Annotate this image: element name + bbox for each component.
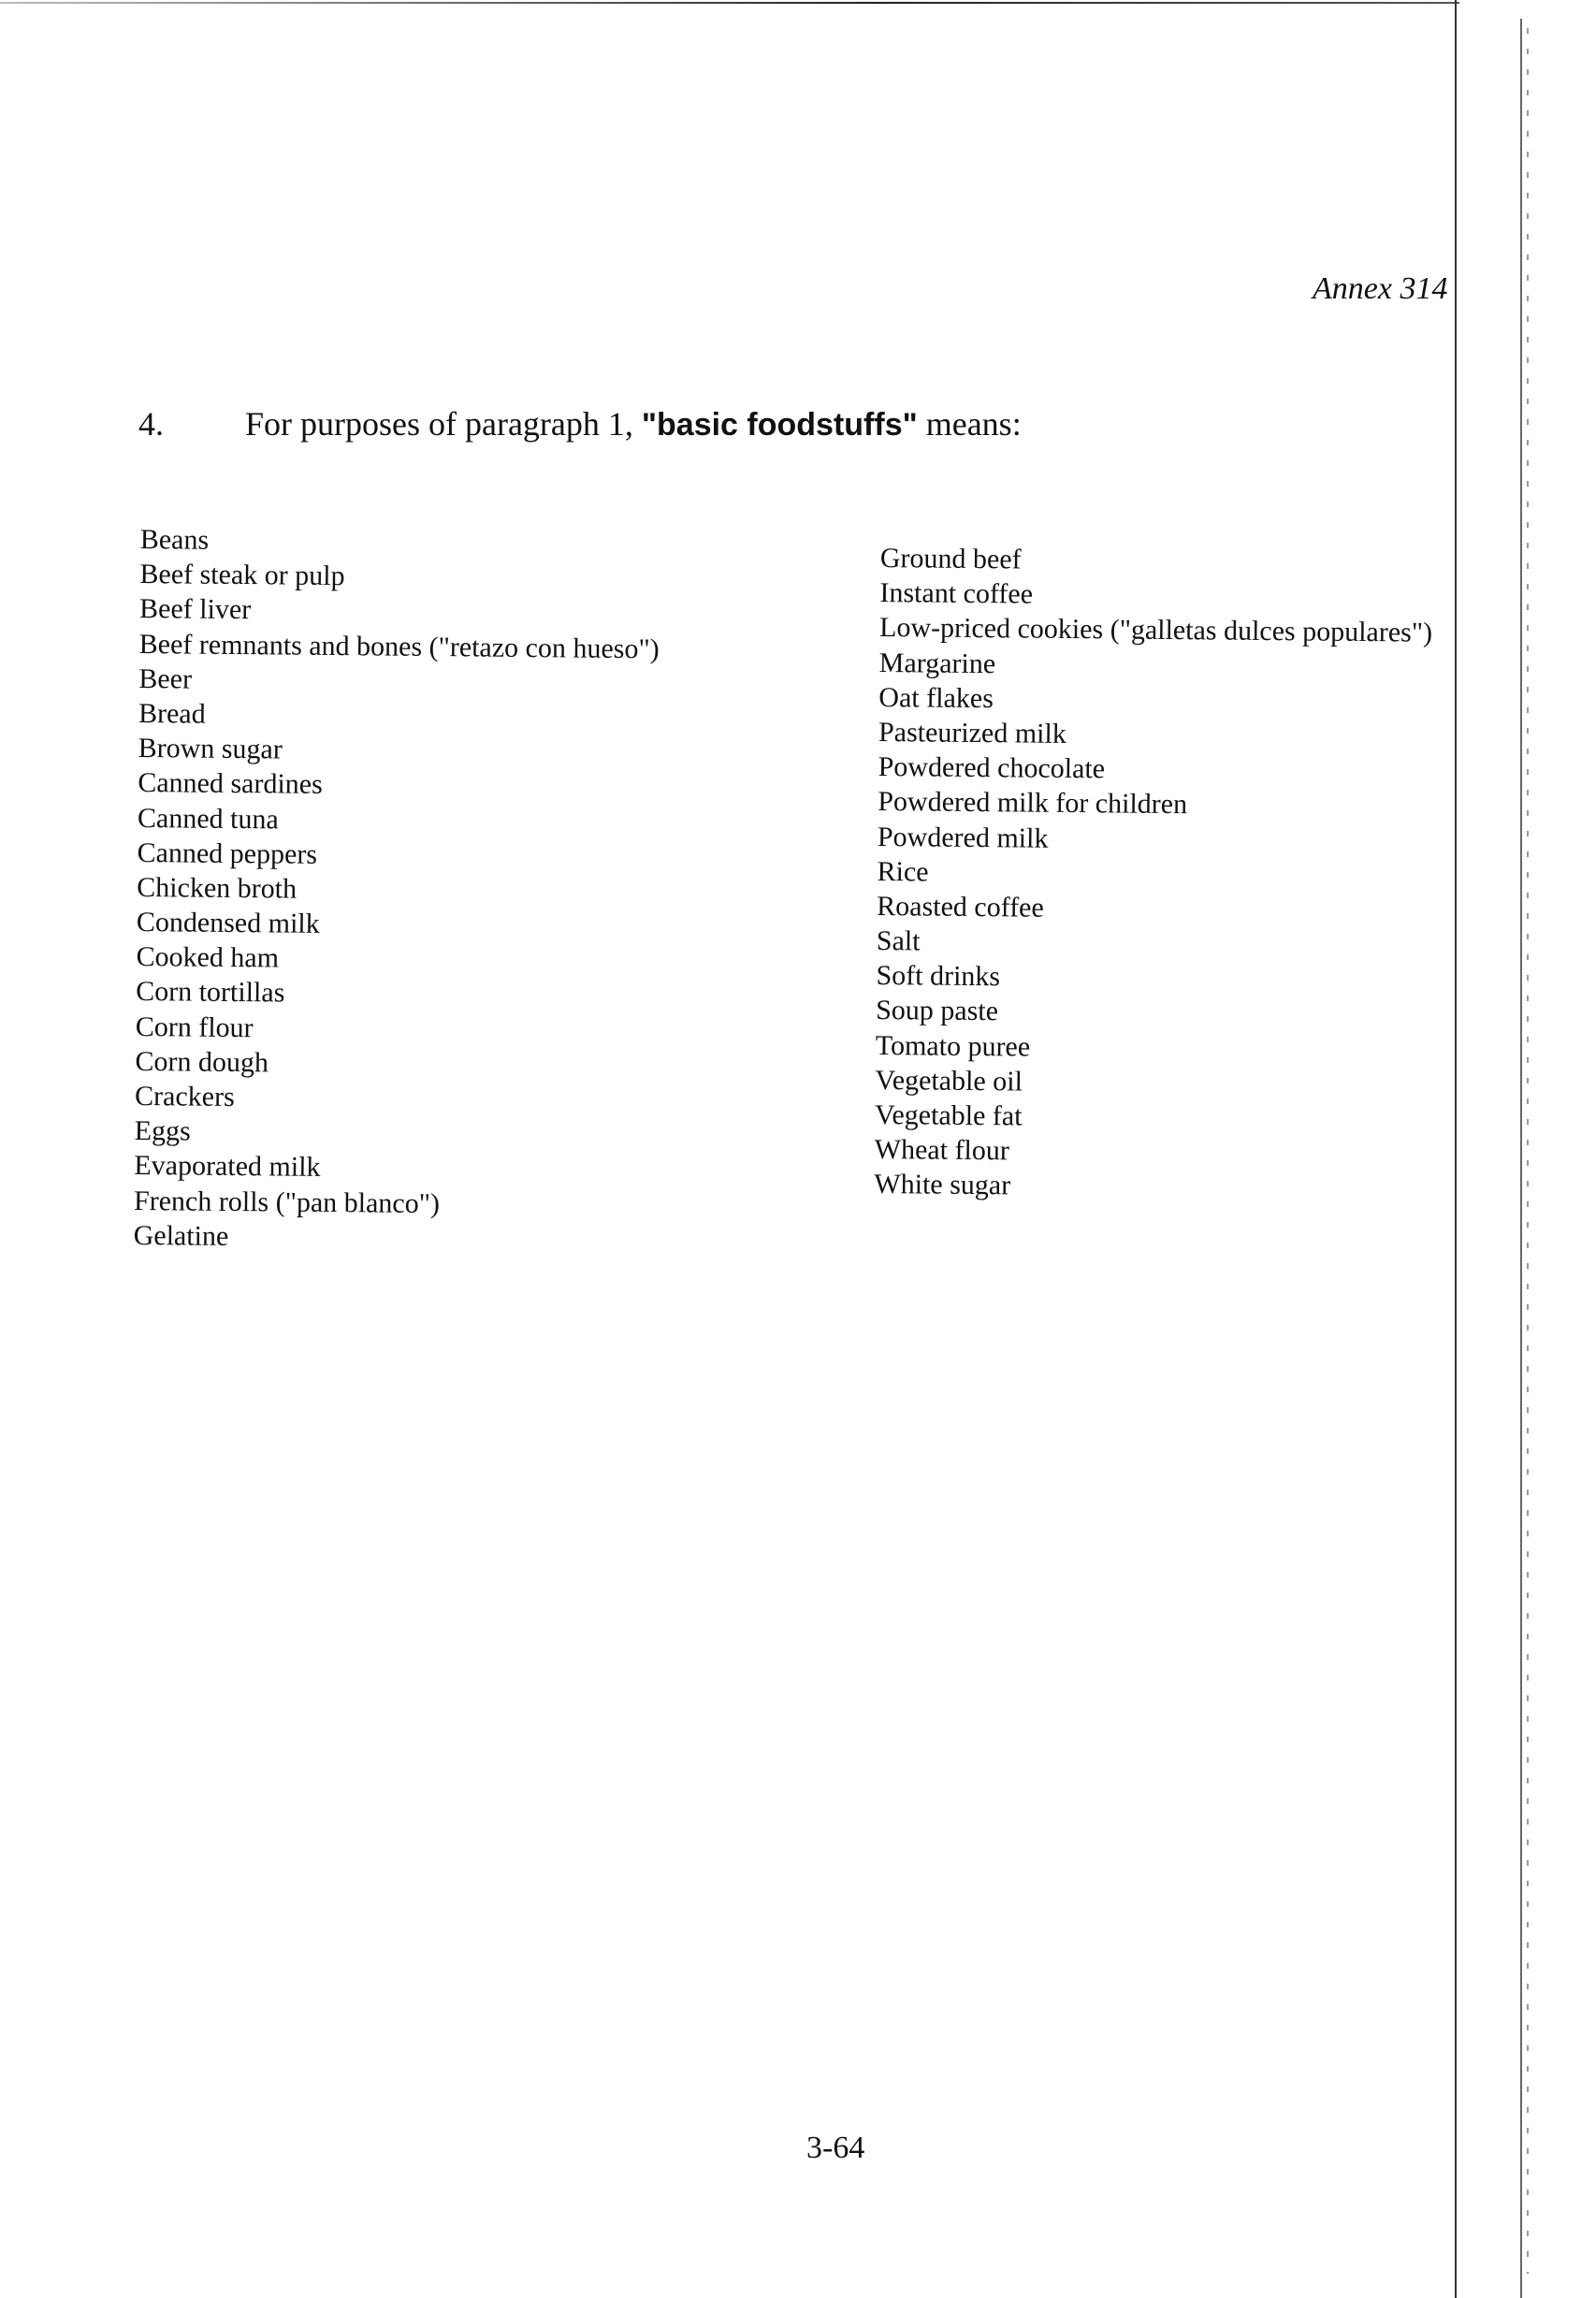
section-number: 4. (138, 405, 164, 443)
scan-binding-dots (1527, 28, 1529, 2274)
list-item: Soft drinks (876, 960, 1001, 993)
scan-binding-line (1520, 19, 1522, 2298)
section-heading (138, 404, 1022, 444)
list-item: Ground beef (879, 542, 1022, 575)
list-item: White sugar (874, 1169, 1011, 1201)
list-item: Beef remnants and bones ("retazo con hueso") (138, 628, 660, 664)
list-item: Chicken broth (137, 871, 297, 905)
list-item: Canned tuna (137, 802, 279, 835)
list-item: Corn tortillas (136, 976, 285, 1009)
list-item: Canned peppers (137, 836, 318, 870)
list-item: Beef liver (138, 593, 252, 626)
list-item: Evaporated milk (134, 1150, 321, 1184)
list-item: Powdered milk for children (878, 786, 1188, 821)
list-item: Tomato puree (875, 1029, 1031, 1063)
heading-text: For purposes of paragraph 1, (245, 405, 642, 443)
list-item: Oat flakes (878, 681, 994, 714)
list-item: Rice (877, 855, 929, 888)
list-item: Bread (138, 697, 206, 730)
list-item: Beef steak or pulp (139, 559, 345, 592)
scan-top-edge (0, 2, 1459, 4)
list-item: Beans (139, 523, 210, 556)
list-item: Instant coffee (879, 577, 1034, 610)
list-item: French rolls ("pan blanco") (133, 1185, 441, 1219)
list-item: Powdered chocolate (878, 751, 1106, 785)
list-item: Margarine (878, 647, 996, 679)
list-item: Corn flour (135, 1011, 254, 1043)
list-item: Powdered milk (877, 821, 1049, 854)
list-item: Wheat flour (874, 1134, 1010, 1167)
list-item: Cooked ham (136, 941, 280, 974)
list-item: Canned sardines (138, 767, 323, 801)
list-item: Salt (876, 925, 921, 957)
list-item: Eggs (134, 1115, 191, 1147)
list-item: Beer (138, 662, 193, 695)
list-item: Low-priced cookies ("galletas dulces populares") (878, 612, 1433, 649)
list-item: Condensed milk (136, 907, 320, 939)
list-item: Brown sugar (138, 733, 283, 765)
list-item: Vegetable fat (874, 1098, 1023, 1132)
scan-binding-line (1455, 0, 1457, 2298)
list-item: Crackers (134, 1080, 235, 1113)
foodstuffs-list-right (874, 541, 1433, 1207)
annex-label: Annex 314 (1313, 271, 1448, 306)
defined-term: "basic foodstuffs" (641, 407, 918, 443)
list-item: Roasted coffee (877, 890, 1044, 924)
list-item: Soup paste (876, 995, 999, 1027)
list-item: Vegetable oil (875, 1064, 1023, 1098)
heading-text-end: means: (917, 405, 1022, 443)
page-number: 3-64 (806, 2131, 865, 2165)
list-item: Pasteurized milk (878, 716, 1066, 749)
list-item: Gelatine (133, 1219, 229, 1252)
list-item: Corn dough (135, 1045, 269, 1079)
foodstuffs-list-left (134, 522, 660, 1258)
